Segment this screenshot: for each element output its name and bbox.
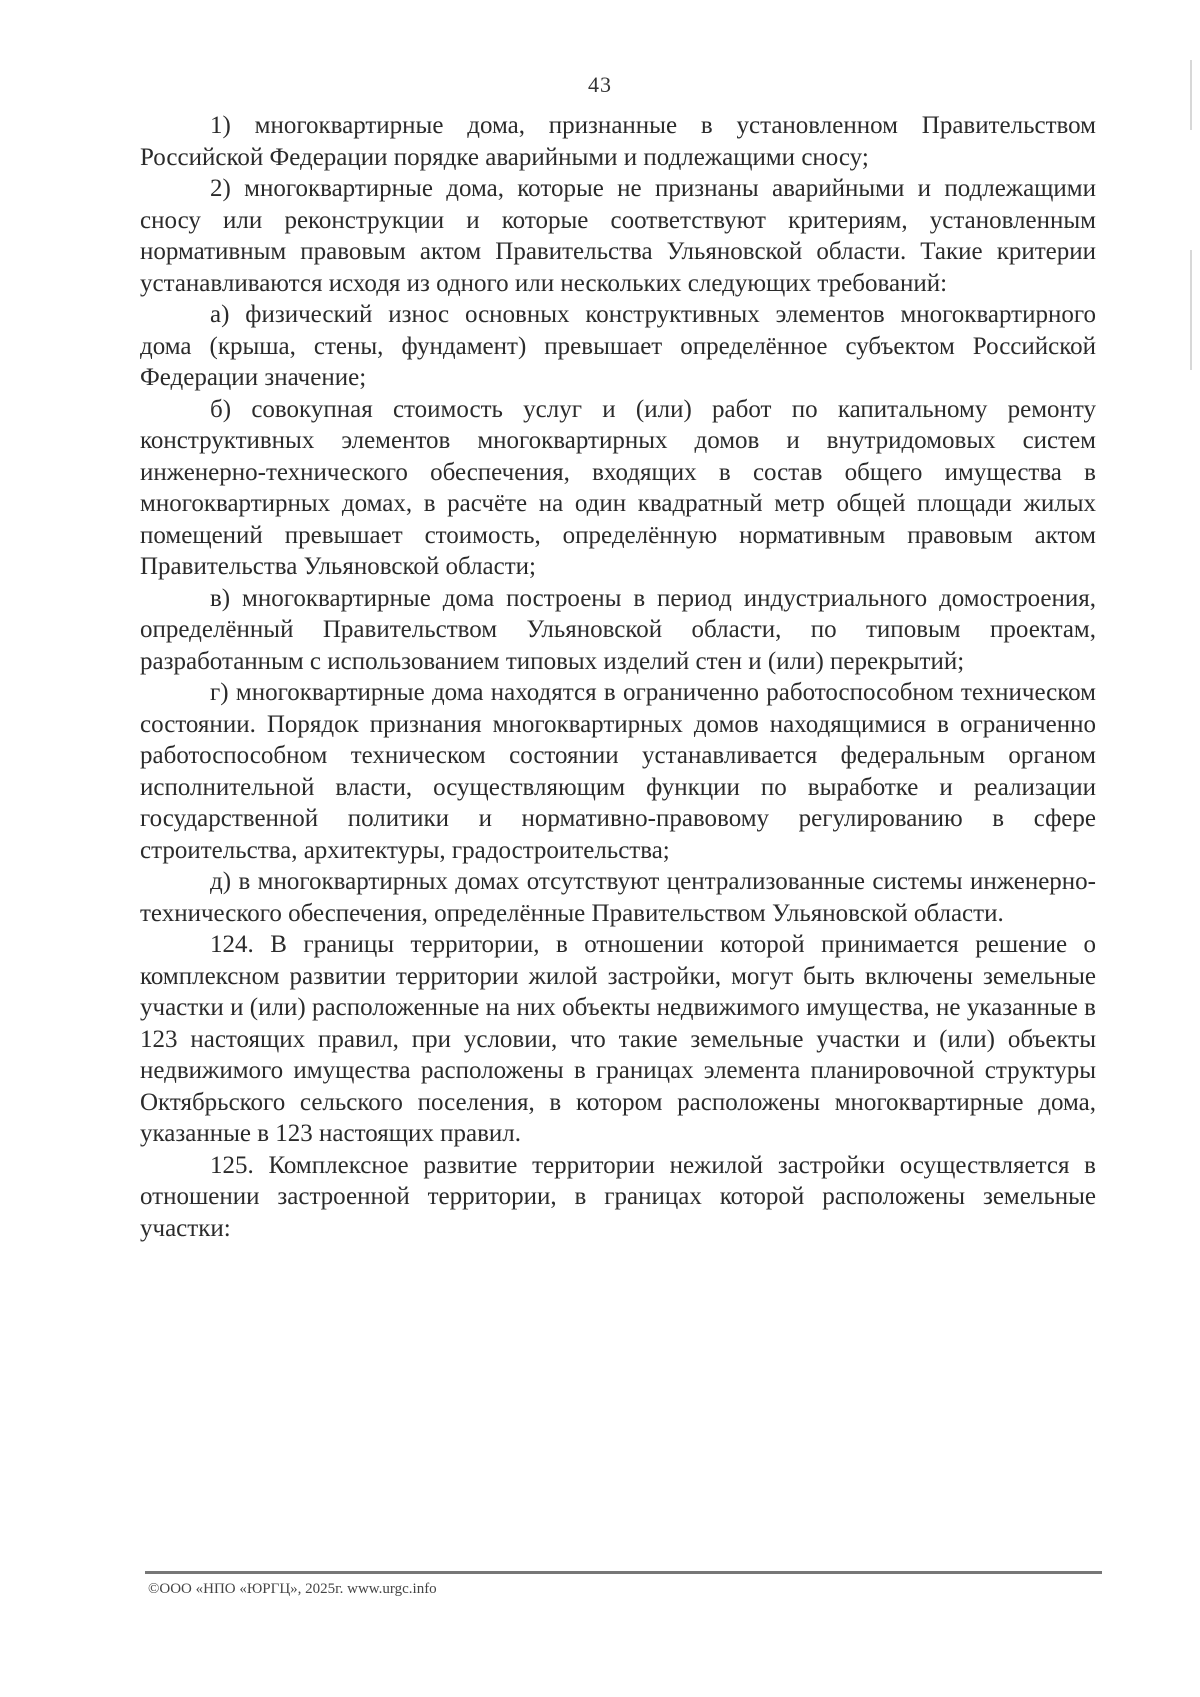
paragraph-125: 125. Комплексное развитие территории нежилой застройки осуществляется в отношении застроенной территории, в границах которой расположены земельные участки: <box>140 1151 1096 1242</box>
paragraph-item-2: 2) многоквартирные дома, которые не признаны аварийными и подлежащими сносу или реконструкции и которые соответствуют критериям, установленным нормативным правовым актом Правительства Ульяновской области. Такие критерии устанавливаются исходя из одного или нескольких следующих требований: <box>140 175 1096 297</box>
paragraph-124: 124. В границы территории, в отношении которой принимается решение о комплексном развитии территории жилой застройки, могут быть включены земельные участки и (или) расположенные на них объекты недвижимого имущества, не указанные в 123 настоящих правил, при условии, что такие земельные участки и (или) объекты недвижимого имущества расположены в границах элемента планировочной структуры Октябрьского сельского поселения, в котором расположены многоквартирные дома, указанные в 123 настоящих правил. <box>140 931 1096 1147</box>
paragraph-subitem-d: д) в многоквартирных домах отсутствуют централизованные системы инженерно-технического обеспечения, определённые Правительством Ульяновской области. <box>140 868 1096 927</box>
footer-copyright: ©ООО «НПО «ЮРГЦ», 2025г. www.urgc.info <box>148 1581 437 1597</box>
page-number: 43 <box>588 72 612 97</box>
paragraph-item-1: 1) многоквартирные дома, признанные в установленном Правительством Российской Федерации порядке аварийными и подлежащими сносу; <box>140 112 1096 171</box>
scan-edge-mark <box>1190 250 1192 370</box>
paragraph-subitem-a: а) физический износ основных конструктивных элементов многоквартирного дома (крыша, стены, фундамент) превышает определённое субъектом Российской Федерации значение; <box>140 301 1096 391</box>
document-body <box>140 110 1096 1244</box>
paragraph-subitem-g: г) многоквартирные дома находятся в ограниченно работоспособном техническом состоянии. Порядок признания многоквартирных домов находящимися в ограниченно работоспособном техническом состоянии устанавливается федеральным органом исполнительной власти, осуществляющим функции по выработке и реализации государственной политики и нормативно-правовому регулированию в сфере строительства, архитектуры, градостроительства; <box>140 679 1096 864</box>
paragraph-subitem-v: в) многоквартирные дома построены в период индустриального домостроения, определённый Правительством Ульяновской области, по типовым проектам, разработанным с использованием типовых изделий стен и (или) перекрытий; <box>140 584 1096 675</box>
paragraph-subitem-b: б) совокупная стоимость услуг и (или) работ по капитальному ремонту конструктивных элементов многоквартирных домов и внутридомовых систем инженерно-технического обеспечения, входящих в состав общего имущества в многоквартирных домах, в расчёте на один квадратный метр общей площади жилых помещений превышает стоимость, определённую нормативным правовым актом Правительства Ульяновской области; <box>140 395 1096 580</box>
footer-divider <box>145 1571 1102 1574</box>
